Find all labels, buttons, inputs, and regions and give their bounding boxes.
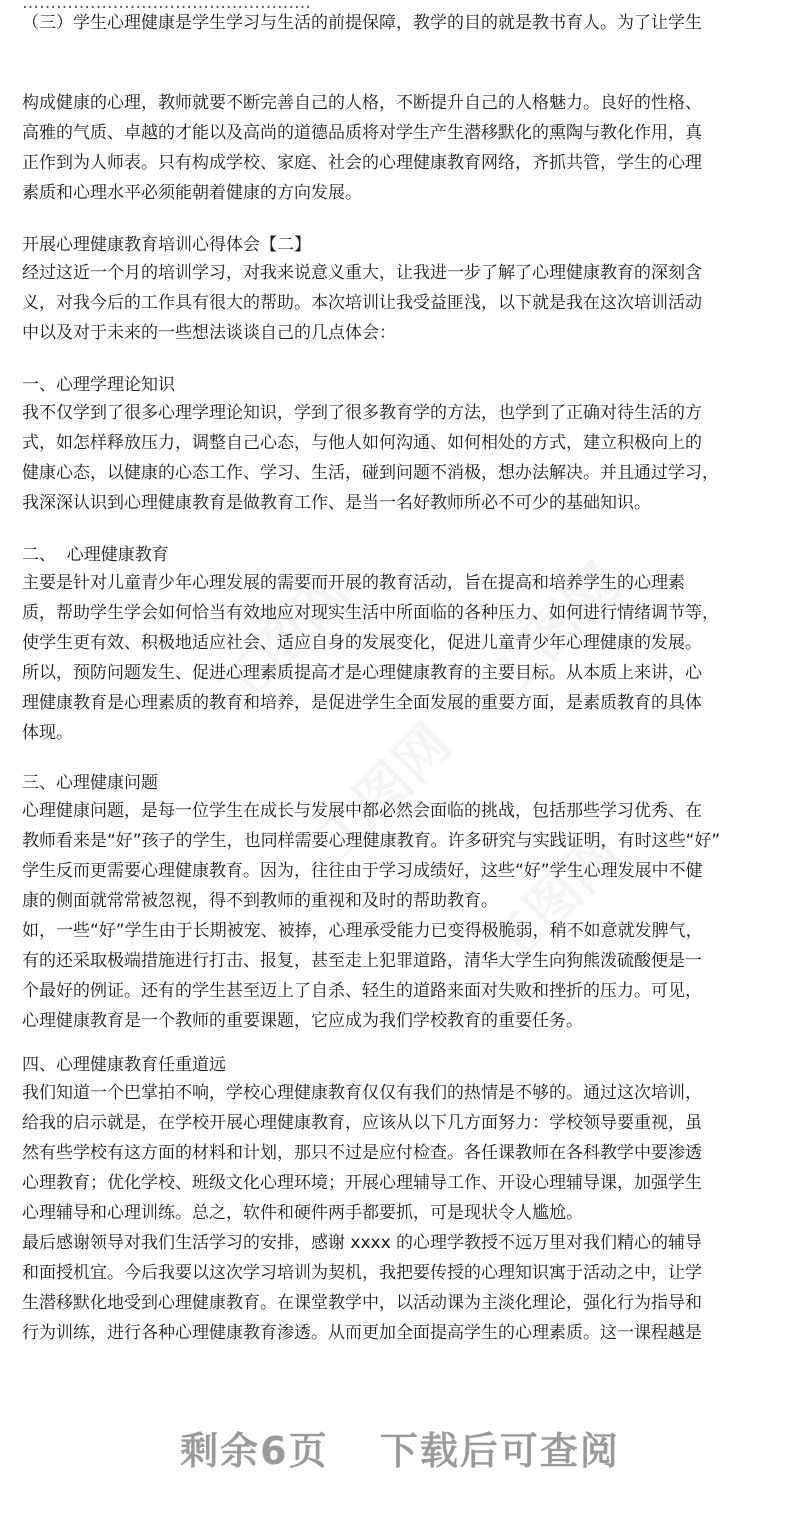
text-line: 和面授机宜。今后我要以这次学习培训为契机，我把要传授的心理知识寓于活动之中，让学 xyxy=(22,1263,702,1283)
text-line: 体现。 xyxy=(22,723,73,743)
text-line: 所以，预防问题发生、促进心理素质提高才是心理健康教育的主要目标。从本质上来讲，心 xyxy=(22,663,702,683)
heading-block xyxy=(22,768,782,798)
paragraph xyxy=(22,568,782,748)
paragraph xyxy=(22,1078,782,1348)
text-line: 使学生更有效、积极地适应社会、适应自身的发展变化，促进儿童青少年心理健康的发展。 xyxy=(22,633,702,653)
text-line: 质，帮助学生学会如何恰当有效地应对现实生活中所面临的各种压力、如何进行情绪调节等， xyxy=(22,603,719,623)
text-line: 然有些学校有这方面的材料和计划，那只不过是应付检查。各任课教师在各科教学中要渗透 xyxy=(22,1143,702,1163)
text-line: 经过这近一个月的培训学习，对我来说意义重大，让我进一步了解了心理健康教育的深刻含 xyxy=(22,263,702,283)
text-line: 主要是针对儿童青少年心理发展的需要而开展的教育活动，旨在提高和培养学生的心理素 xyxy=(22,573,685,593)
text-line: 正作到为人师表。只有构成学校、家庭、社会的心理健康教育网络，齐抓共管，学生的心理 xyxy=(22,153,702,173)
download-prompt[interactable] xyxy=(0,1420,800,1475)
text-line: 心理健康教育是一个教师的重要课题，它应成为我们学校教育的重要任务。 xyxy=(22,1011,583,1031)
text-line: 如，一些“好”学生由于长期被宠、被捧，心理承受能力已变得极脆弱，稍不如意就发脾气， xyxy=(22,921,703,941)
heading-block xyxy=(22,370,782,400)
text-line: 心理教育；优化学校、班级文化心理环境；开展心理辅导工作、开设心理辅导课，加强学生 xyxy=(22,1173,702,1193)
text-line: 个最好的例证。还有的学生甚至迈上了自杀、轻生的道路来面对失败和挫折的压力。可见， xyxy=(22,981,702,1001)
paragraph xyxy=(22,398,782,518)
download-to-view-label[interactable]: 下载后可查阅 xyxy=(379,1429,620,1473)
text-line: 生潜移默化地受到心理健康教育。在课堂教学中，以活动课为主淡化理论，强化行为指导和 xyxy=(22,1293,702,1313)
paragraph xyxy=(22,258,782,348)
text-line: 高雅的气质、卓越的才能以及高尚的道德品质将对学生产生潜移默化的熏陶与教化作用，真 xyxy=(22,123,702,143)
text-line: 义，对我今后的工作具有很大的帮助。本次培训让我受益匪浅，以下就是我在这次培训活动 xyxy=(22,293,702,313)
text-line: 素质和心理水平必须能朝着健康的方向发展。 xyxy=(22,183,362,203)
text-line: 康的侧面就常常被忽视，得不到教师的重视和及时的帮助教育。 xyxy=(22,891,498,911)
remaining-pages-label: 剩余6页 xyxy=(180,1429,329,1473)
text-line: 最后感谢领导对我们生活学习的安排，感谢 xxxx 的心理学教授不远万里对我们精心的辅导 xyxy=(22,1233,703,1253)
section-heading: 开展心理健康教育培训心得体会【二】 xyxy=(22,235,311,255)
paragraph xyxy=(22,796,782,1036)
section-title xyxy=(22,230,782,260)
text-line: 有的还采取极端措施进行打击、报复，甚至走上犯罪道路，清华大学生向狗熊泼硫酸便是一 xyxy=(22,951,702,971)
text-line: 中以及对于未来的一些想法谈谈自己的几点体会： xyxy=(22,323,396,343)
heading-4: 四、心理健康教育任重道远 xyxy=(22,1055,226,1075)
text-line: 行为训练，进行各种心理健康教育渗透。从而更加全面提高学生的心理素质。这一课程越是 xyxy=(22,1323,702,1343)
paragraph xyxy=(22,8,782,38)
text-line: 健康心态，以健康的心态工作、学习、生活，碰到问题不消极，想办法解决。并且通过学习， xyxy=(22,463,719,483)
text-line: 我深深认识到心理健康教育是做教育工作、是当一名好教师所必不可少的基础知识。 xyxy=(22,493,651,513)
heading-3: 三、心理健康问题 xyxy=(22,773,158,793)
paragraph xyxy=(22,88,782,208)
text-line: 教师看来是“好”孩子的学生，也同样需要心理健康教育。许多研究与实践证明，有时这些“好” xyxy=(22,831,721,851)
text-line: 构成健康的心理，教师就要不断完善自己的人格，不断提升自己的人格魅力。良好的性格、 xyxy=(22,93,702,113)
heading-block xyxy=(22,540,782,570)
text-line: （三）学生心理健康是学生学习与生活的前提保障，教学的目的就是教书育人。为了让学生 xyxy=(22,13,702,33)
text-line: 心理健康问题，是每一位学生在成长与发展中都必然会面临的挑战，包括那些学习优秀、在 xyxy=(22,801,702,821)
heading-1: 一、心理学理论知识 xyxy=(22,375,175,395)
text-line: 我们知道一个巴掌拍不响，学校心理健康教育仅仅有我们的热情是不够的。通过这次培训， xyxy=(22,1083,702,1103)
text-line: …………………………………………… xyxy=(22,0,311,13)
text-line: 式，如怎样释放压力，调整自己心态，与他人如何沟通、如何相处的方式，建立积极向上的 xyxy=(22,433,702,453)
text-line: 理健康教育是心理素质的教育和培养，是促进学生全面发展的重要方面，是素质教育的具体 xyxy=(22,693,702,713)
text-line: 心理辅导和心理训练。总之，软件和硬件两手都要抓，可是现状令人尴尬。 xyxy=(22,1203,583,1223)
text-line: 学生反而更需要心理健康教育。因为，往往由于学习成绩好，这些“好”学生心理发展中不健 xyxy=(22,861,703,881)
heading-block xyxy=(22,1050,782,1080)
text-line: 我不仅学到了很多心理学理论知识，学到了很多教育学的方法，也学到了正确对待生活的方 xyxy=(22,403,702,423)
text-line: 给我的启示就是，在学校开展心理健康教育，应该从以下几方面努力：学校领导要重视，虽 xyxy=(22,1113,702,1133)
heading-2: 二、 心理健康教育 xyxy=(22,545,169,565)
